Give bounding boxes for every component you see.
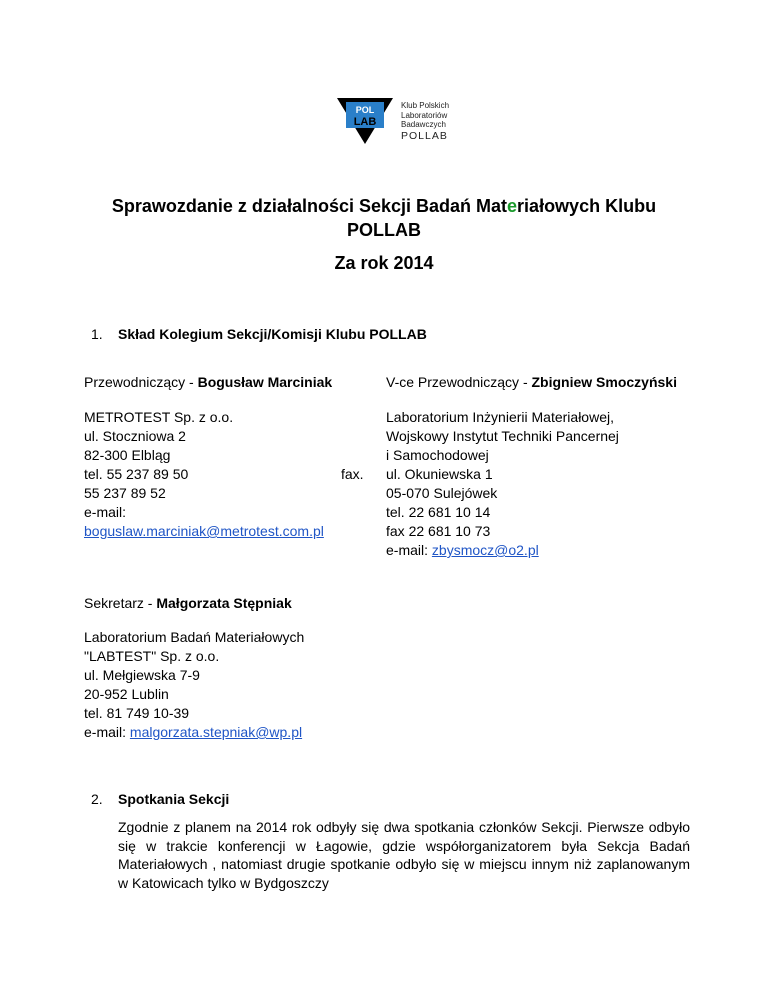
- vice-role-line: [386, 373, 677, 391]
- title-part-accent: e: [507, 196, 518, 216]
- secretary-email-label: e-mail:: [84, 724, 130, 740]
- chair-line-6: e-mail:: [84, 504, 127, 520]
- vice-line-1: Laboratorium Inżynierii Materiałowej,: [386, 409, 614, 425]
- secretary-role: Sekretarz -: [84, 595, 157, 611]
- secretary-name: Małgorzata Stępniak: [156, 595, 292, 611]
- chair-line-4: tel. 55 237 89 50: [84, 466, 189, 482]
- chair-role-line: [84, 373, 332, 391]
- section-2-heading: Spotkania Sekcji: [118, 791, 230, 807]
- secretary-line-1: Laboratorium Badań Materiałowych: [84, 629, 305, 645]
- chair-email-link[interactable]: boguslaw.marciniak@metrotest.com.pl: [84, 523, 324, 539]
- vice-role: V-ce Przewodniczący -: [386, 374, 532, 390]
- secretary-line-4: 20-952 Lublin: [84, 686, 169, 702]
- title-part-c: riałowych Klubu: [517, 196, 657, 216]
- chair-role: Przewodniczący -: [84, 374, 198, 390]
- pollab-logo-mark: [335, 96, 395, 146]
- title-line-2: POLLAB: [347, 220, 421, 240]
- logo-line-4: POLLAB: [401, 129, 448, 142]
- secretary-line-2: "LABTEST" Sp. z o.o.: [84, 648, 220, 664]
- document-subtitle: Za rok 2014: [334, 253, 434, 273]
- logo-mark-bottom: LAB: [353, 116, 377, 128]
- vice-name: Zbigniew Smoczyński: [531, 374, 677, 390]
- section-2-number: 2.: [91, 791, 103, 807]
- chair-fax-label: fax.: [341, 466, 364, 482]
- secretary-email-line: [84, 723, 302, 741]
- vice-line-5: 05-070 Sulejówek: [386, 485, 498, 501]
- vice-line-7: fax 22 681 10 73: [386, 523, 491, 539]
- chair-line-5: 55 237 89 52: [84, 485, 166, 501]
- logo-line-3: Badawczych: [401, 120, 446, 129]
- vice-email-line: [386, 541, 539, 559]
- logo-mark-top: POL: [355, 105, 375, 115]
- section-2-paragraph: Zgodnie z planem na 2014 rok odbyły się dwa spotkania członków Sekcji. Pierwsze odbyło się w trakcie konferencji w Łagowie, gdzie współorganizatorem była Sekcja Badań Materiałowych , natomiast drugie spotkanie odbyło się w miejscu innym niż zaplanowanym w Katowicach tylko w Bydgoszczy: [118, 819, 690, 891]
- secretary-line-3: ul. Mełgiewska 7-9: [84, 667, 200, 683]
- vice-line-4: ul. Okuniewska 1: [386, 466, 493, 482]
- document-title: [80, 194, 688, 242]
- logo-line-2: Laboratoriów: [401, 110, 448, 120]
- chair-line-1: METROTEST Sp. z o.o.: [84, 409, 234, 425]
- chair-name: Bogusław Marciniak: [197, 374, 333, 390]
- chair-line-3: 82-300 Elbląg: [84, 447, 171, 463]
- pollab-logo: [335, 96, 485, 148]
- chair-line-2: ul. Stoczniowa 2: [84, 428, 186, 444]
- vice-email-link[interactable]: zbysmocz@o2.pl: [431, 542, 539, 558]
- section-1-heading: Skład Kolegium Sekcji/Komisji Klubu POLLAB: [118, 326, 427, 342]
- logo-caption: [401, 101, 449, 142]
- vice-line-2: Wojskowy Instytut Techniki Pancernej: [386, 428, 619, 444]
- secretary-role-line: [84, 594, 292, 612]
- vice-line-3: i Samochodowej: [386, 447, 489, 463]
- vice-line-6: tel. 22 681 10 14: [386, 504, 491, 520]
- vice-email-label: e-mail:: [386, 542, 432, 558]
- title-part-a: Sprawozdanie z działalności Sekcji Badań Mat: [111, 196, 508, 216]
- secretary-line-5: tel. 81 749 10-39: [84, 705, 190, 721]
- section-1-number: 1.: [91, 326, 103, 342]
- logo-line-1: Klub Polskich: [401, 101, 450, 110]
- secretary-email-link[interactable]: malgorzata.stepniak@wp.pl: [129, 724, 303, 740]
- chair-email-line: [84, 522, 324, 540]
